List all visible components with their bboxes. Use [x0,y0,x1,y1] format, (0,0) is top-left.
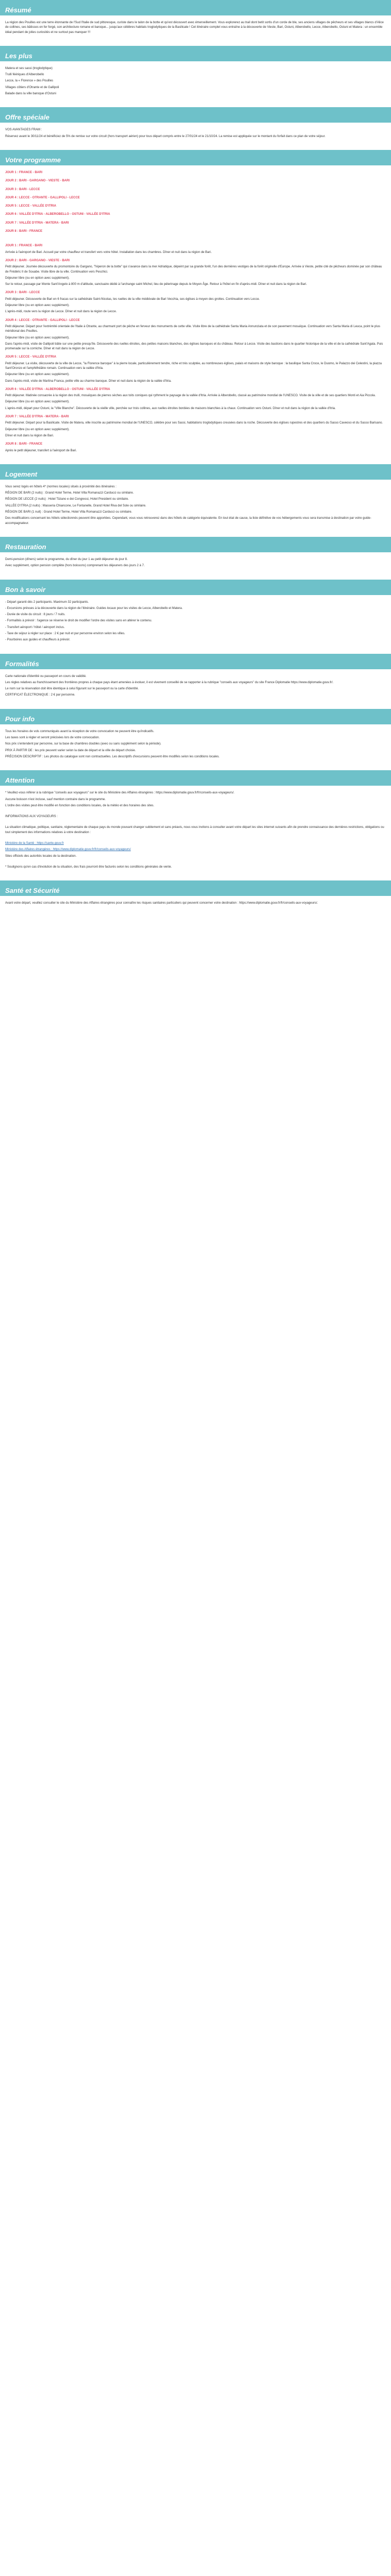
section-plus-header: Les plus [0,46,391,61]
section-pourinfo-header: Pour info [0,709,391,724]
logement-text: RÉGION DE LECCE (2 nuits) : Hotel Tiziano e dei Congressi, Hotel President ou similaire. [5,498,129,501]
bonasavoir-item: - Transfert aéroport / hôtel / aéroport inclus. [5,625,65,629]
pourinfo-text: PRÉCISION DESCRIPTIF : Les photos du catalogue sont non contractuelles. Les descriptifs d'excursions peuvent être modifiés selon les conditions locales. [5,755,220,758]
day-detail-6-text: Petit déjeuner. Matinée consacrée à la région des trulli, mosaïques de pierres sèches aux toits coniques qui rythment le paysage de la vallée d'Itria. Arrivée à Alberobello, classé au patrimoine mondial de l'UNESCO. Visite de la ville et de ses quartiers Monti et Aia Piccola. [5,394,376,398]
day-detail-4-text: Déjeuner libre (ou en option avec supplément). [5,336,70,340]
logement-text: Des modifications concernant les hôtels sélectionnés peuvent être apportées. Cependant, vous vous retrouverez dans des hôtels de catégorie équivalente. En tout état de cause, la liste définitive de vos hébergements vous sera transmise à destination par votre guide-accompagnateur. [5,517,371,525]
restauration-text: Avec supplément, option pension complète (hors boissons) comprenant les déjeuners des jours 2 à 7. [5,564,145,568]
day-summary-5: JOUR 5 : LECCE - VALLÉE D'ITRIA [5,205,56,208]
day-detail-5-text: Déjeuner libre (ou en option avec supplément). [5,373,70,377]
attention-text: Sites officiels des autorités locales de la destination. [5,854,77,858]
pourinfo-text: Tous les horaires de vols communiqués avant la réception de votre convocation ne peuvent être qu'indicatifs. [5,730,154,733]
offre-line: Réservez avant le 30/11/24 et bénéficiez de 5% de remise sur votre circuit (hors transport aérien) pour tous départ compris entre le 27/01/24 et le 21/10/24. La remise est appliquée sur le montant du forfait dans ce plan de votre séjour. [5,134,325,138]
day-summary-3: JOUR 3 : BARI - LECCE [5,188,40,191]
section-attention-header: Attention [0,770,391,786]
formalites-text: Les règles relatives au franchissement des frontières propres à chaque pays étant amenées à évoluer, il est vivement conseillé de se rapporter à la rubrique "conseils aux voyageurs" du site France Diplomatie https://www.diplomatie.gouv.fr/. [5,681,334,684]
day-detail-4-text: Dans l'après-midi, visite de Gallipoli bâtie sur une petite presqu'île. Découverte des ruelles étroites, des petites maisons blanches, des églises baroques et du château. Retour à Lecce. Visite des bastions dans le quartier historique de la ville et de la cathédrale Sant'Agata. Puis promenade sur la corniche. Dîner et nuit dans la région de Lecce. [5,342,383,351]
attention-text: * Veuillez-vous référer à la rubrique "conseils aux voyageurs" sur le site du Ministère des Affaires étrangères : https://www.diplomatie.gouv.fr/fr/conseils-aux-voyageurs/. [5,791,235,795]
day-summary-4: JOUR 4 : LECCE - OTRANTE - GALLIPOLI - LECCE [5,196,80,199]
bonasavoir-item: - Taxe de séjour à régler sur place : 2 € par nuit et par personne environ selon les villes. [5,632,125,635]
day-detail-2-text: Sur le retour, passage par Monte Sant'Angelo à 800 m d'altitude, sanctuaire dédié à l'archange saint Michel, lieu de pèlerinage depuis le Moyen Âge. Retour à l'hôtel en fin d'après-midi. Dîner et nuit dans la région de Bari. [5,283,307,286]
plus-item: Villages côtiers d'Otrante et de Gallipoli [5,86,59,89]
day-detail-7-title: JOUR 7 : VALLÉE D'ITRIA - MATERA - BARI [5,415,69,419]
formalites-text: Carte nationale d'identité ou passeport en cours de validité. [5,674,87,678]
day-detail-8-title: JOUR 8 : BARI - FRANCE [5,443,43,446]
day-detail-7-text: Petit déjeuner. Départ pour la Basilicate. Visite de Matera, ville inscrite au patrimoine mondial de l'UNESCO, célèbre pour ses Sassi, habitations troglodytiques creusées dans la roche. Découverte des églises rupestres et des quartiers du Sasso Caveoso et du Sasso Barisano. [5,421,383,425]
section-bonasavoir-header: Bon à savoir [0,580,391,595]
section-resume-body [0,21,391,35]
attention-text: INFORMATIONS AUX VOYAGEURS : [5,815,58,819]
pourinfo-text: PRIX À PARTIR DE : les prix peuvent varier selon la date de départ et la ville de départ choisie. [5,749,136,752]
section-formalites-header: Formalités [0,654,391,669]
section-resume-header: Résumé [0,0,391,15]
day-summary-1: JOUR 1 : FRANCE - BARI [5,171,43,174]
plus-item: Trulli féériques d'Alberobello [5,73,44,77]
day-detail-3-text: Déjeuner libre (ou en option avec supplément). [5,304,70,308]
section-attention-body [0,791,391,870]
section-restauration-body [0,557,391,569]
restauration-text: Demi-pension (dîners) selon le programme, du dîner du jour 1 au petit déjeuner du jour 8. [5,557,128,561]
section-offre-header: Offre spéciale [0,107,391,123]
attention-text: L'ordre des visites peut être modifié en fonction des conditions locales, de la météo et des horaires des sites. [5,804,154,807]
formalites-text: Le nom sur la réservation doit être identique à celui figurant sur le passeport ou la carte d'identité. [5,687,139,691]
plus-item: Matera et ses sassi (troglodytique) [5,66,53,70]
section-pourinfo-body [0,730,391,759]
section-sante-header: Santé et Sécurité [0,880,391,896]
day-detail-3-text: L'après-midi, route vers la région de Lecce. Dîner et nuit dans la région de Lecce. [5,310,117,314]
bonasavoir-item: - Départ garanti dès 2 participants. Maximum 32 participants. [5,600,89,604]
day-detail-3-text: Petit déjeuner. Découverte de Bari en 6 fracas sur la cathédrale Saint-Nicolas, les ruelles de la ville médiévale de Bari Vecchia, ses églises à moyen des grottes. Continuation vers Lecce. [5,297,260,301]
day-detail-6-text: Déjeuner libre (ou en option avec supplément). [5,400,70,404]
sante-text: Avant votre départ, veuillez consulter le site du Ministère des Affaires étrangères pour connaître les risques sanitaires particuliers qui peuvent concerner votre destination : https://www.diplomatie.gouv.fr/fr/conseils-aux-voyageurs/. [5,902,318,905]
day-detail-8-text: Après le petit déjeuner, transfert à l'aéroport de Bari. [5,449,77,452]
day-detail-2-title: JOUR 2 : BARI - GARGANO - VIESTE - BARI [5,259,70,262]
day-summary-8: JOUR 8 : BARI - FRANCE [5,230,43,233]
day-summary-6: JOUR 6 : VALLÉE D'ITRIA - ALBEROBELLO - OSTUNI - VALLÉE D'ITRIA [5,213,110,216]
day-detail-5-text: Dans l'après-midi, visite de Martina Franca, petite ville au charme baroque. Dîner et nuit dans la région de la vallée d'Itria. [5,379,172,383]
plus-item: Lecce, la « Florence » des Pouilles [5,79,54,83]
day-detail-1-title: JOUR 1 : FRANCE - BARI [5,244,43,248]
day-detail-4-text: Petit déjeuner. Départ pour l'extrémité orientale de l'Italie à Otrante, au charmant port de pêche en ferveur des monuments de cette ville. Visite libre de la cathédrale Santa Maria Annunziata et de son pavement mosaïque. Continuation vers Santa Maria di Leuca, point le plus méridional des Pouilles. [5,325,380,333]
page [0,0,391,918]
formalites-text: CERTIFICAT ÉLECTRONIQUE : 2 € par personne. [5,693,75,697]
day-detail-2-text: Petit déjeuner. Journée découverte du promontoire du Gargano, "l'éperon de la botte" qui s'avance dans la mer Adriatique, dépeint par sa grande forêt, l'un des dernières vestiges de la forêt originelle d'Europe. Arrivée à Vieste, petite cité de pêcheurs dominée par son château de Frédéric II de Souabe. Visite libre de la ville. Continuation vers Peschici. [5,265,382,274]
section-offre-body [0,128,391,139]
day-summary-2: JOUR 2 : BARI - GARGANO - VIESTE - BARI [5,179,70,183]
section-logement-header: Logement [0,464,391,480]
day-detail-5-text: Petit déjeuner. La visite, découverte de la ville de Lecce, "la Florence baroque" à la pierre locale, particulièrement tendre, riche et très sculptée, au nombreuses églises, palais et maisons de style baroque : la basilique Santa Croce, le Duomo, le Palazzo dei Celestini, la piazza Sant'Oronzo et l'amphithéâtre romain. Continuation vers la vallée d'Itria. [5,362,382,370]
day-detail-5-title: JOUR 5 : LECCE - VALLÉE D'ITRIA [5,355,56,359]
section-programme-body [0,171,391,453]
day-detail-6-title: JOUR 6 : VALLÉE D'ITRIA - ALBEROBELLO - OSTUNI - VALLÉE D'ITRIA [5,387,110,391]
bonasavoir-item: - Formalités à prévoir : l'agence se réserve le droit de modifier l'ordre des visites sans en altérer le contenu. [5,619,152,623]
day-detail-7-text: Dîner et nuit dans la région de Bari. [5,434,54,437]
bonasavoir-item: - Durée de visite du circuit : 8 jours / 7 nuits. [5,613,66,617]
day-summary-7: JOUR 7 : VALLÉE D'ITRIA - MATERA - BARI [5,221,69,225]
offre-line: VOS AVANTAGES FRAM : [5,128,42,132]
day-detail-4-title: JOUR 4 : LECCE - OTRANTE - GALLIPOLI - LECCE [5,318,80,322]
link-diplomatie[interactable]: Ministère des Affaires étrangères : https://www.diplomatie.gouv.fr/fr/conseils-aux-voyageurs/ [5,848,131,852]
plus-item: Balade dans la ville baroque d'Ostuni [5,92,56,96]
bonasavoir-item: - Pourboires aux guides et chauffeurs à prévoir. [5,638,70,642]
section-logement-body [0,485,391,526]
section-bonasavoir-body [0,600,391,643]
logement-text: VALLÉE D'ITRIA (2 nuits) : Masseria Chiancone, Le Fontanelle, Grand Hotel Riva del Sole ou similaire. [5,504,146,507]
attention-text: Aucune boisson n'est incluse, sauf mention contraire dans le programme. [5,798,106,801]
section-programme-header: Votre programme [0,150,391,165]
attention-text: La situation climatique, politique, sanitaire, réglementaire de chaque pays du monde pouvant changer subitement et sans préavis, nous vous invitons à consulter avant votre départ les sites internet suivants afin de prendre connaissance des dernières restrictions, obligations ou tout simplement des informations relatives à votre destination : [5,826,384,834]
section-plus-body [0,66,391,96]
link-sante[interactable]: Ministère de la Santé : https://sante.gouv.fr [5,842,64,845]
logement-text: RÉGION DE BARI (2 nuits) : Grand Hotel Terme, Hotel Villa Romanazzi Carducci ou similaire. [5,492,134,495]
bonasavoir-item: - Excursions prévues à la découverte dans la région de l'itinéraire. Guides locaux pour les visites de Lecce, Alberobello et Matera. [5,606,183,610]
day-detail-6-text: L'après-midi, départ pour Ostuni, la "Ville Blanche". Découverte de la vieille ville, perchée sur trois collines, aux ruelles étroites bordées de maisons blanchies à la chaux. Continuation vers Ostuni. Dîner et nuit dans la région de la vallée d'Itria. [5,406,336,410]
day-detail-7-text: Déjeuner libre (ou en option avec supplément). [5,428,70,431]
section-sante-body [0,901,391,906]
pourinfo-text: Les taxes sont à régler et seront précisées lors de votre convocation. [5,736,100,740]
section-restauration-header: Restauration [0,537,391,552]
day-detail-1-text: Arrivée à l'aéroport de Bari. Accueil par votre chauffeur et transfert vers votre hôtel. Installation dans les chambres. Dîner et nuit dans la région de Bari. [5,250,212,254]
logement-text: RÉGION DE BARI (1 nuit) : Grand Hotel Terme, Hotel Villa Romanazzi Carducci ou similaire. [5,511,133,514]
logement-text: Vous serez logés en hôtels 4* (normes locales) situés à proximité des itinéraires : [5,485,117,488]
pourinfo-text: Nos prix s'entendent par personne, sur la base de chambres doubles (avec ou sans supplément selon la période). [5,742,161,746]
attention-text: * Soulignons qu'en cas d'évolution de la situation, des frais pourront être facturés selon les conditions générales de vente. [5,865,172,869]
day-detail-2-text: Déjeuner libre (ou en option avec supplément). [5,276,70,280]
section-formalites-body [0,674,391,698]
day-detail-3-title: JOUR 3 : BARI - LECCE [5,291,40,295]
resume-text: La région des Pouilles est une terre étonnante de l'Sud l'Italie de sud pittoresque, curiste dans le talon de la botte et qu'est découvert avec émerveillement. Vous explorerez au trail dont betit sortis d'un corde de ble, ses anciens villages de pêcheurs et ses villages blancs d'Alice de collines, ses bâtisses en fer forgé, son architecture romane et baroque... jusqu'aux célèbres habitats troglodytiques de la Basilicate ! Cet itinéraire complet vous entraîne à la découverte de Vieste, Bari, Ostuni, Alberobello, Lecce, Alberobello, Ostuni et Matera : un ensemble idéal pendant de jolies curiosités et ne surtout pas manquer !!! [5,21,384,34]
